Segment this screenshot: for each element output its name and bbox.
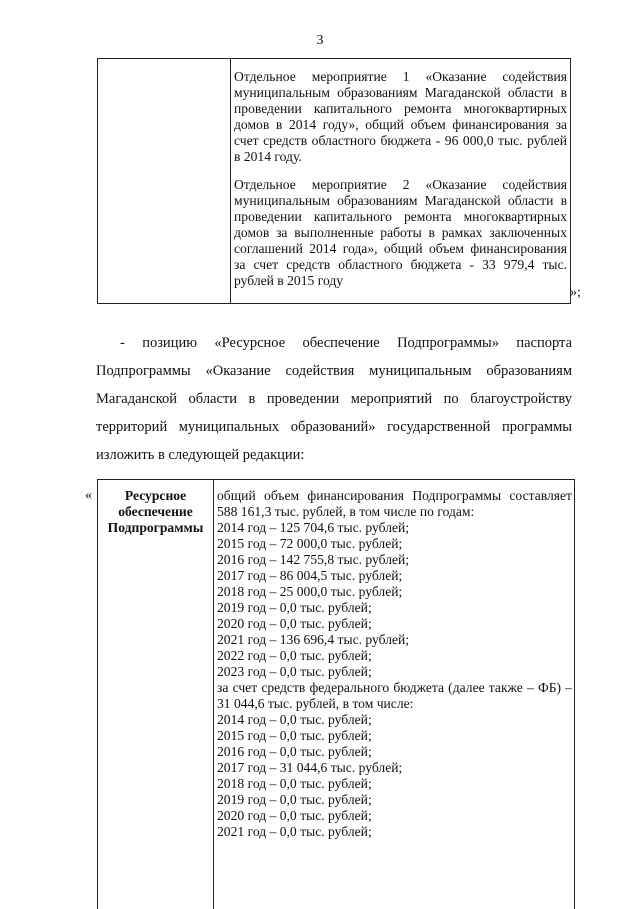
opening-quote-mark: «: [85, 488, 92, 503]
resource-table: [97, 479, 575, 909]
resource-details: [217, 488, 572, 840]
top-table-right-cell: [234, 69, 567, 289]
list-item: 2019 год – 0,0 тыс. рублей;: [217, 792, 372, 807]
resource-label: Ресурсное обеспечение Подпрограммы: [107, 488, 204, 535]
federal-intro: за счет средств федерального бюджета (далее также – ФБ) – 31 044,6 тыс. рублей, в том числе:: [217, 680, 572, 711]
activity-2-text: Отдельное мероприятие 2 «Оказание содействия муниципальным образованиям Магаданской области в проведении капитального ремонта многоквартирных домов за выполненные работы в рамках заключенных соглашений 2014 года», общий объем финансирования за счет средств областного бюджета - 33 979,4 тыс. рублей в 2015 году: [234, 177, 567, 288]
list-item: 2023 год – 0,0 тыс. рублей;: [217, 664, 372, 679]
column-divider: [213, 480, 214, 909]
yearly-total-list: [217, 520, 572, 680]
top-table: [97, 58, 571, 304]
list-item: 2019 год – 0,0 тыс. рублей;: [217, 600, 372, 615]
list-item: 2016 год – 0,0 тыс. рублей;: [217, 744, 372, 759]
list-item: 2015 год – 72 000,0 тыс. рублей;: [217, 536, 403, 551]
column-divider: [230, 59, 231, 303]
page-number: 3: [316, 33, 324, 48]
closing-quote-mark: »;: [570, 285, 581, 300]
list-item: 2021 год – 136 696,4 тыс. рублей;: [217, 632, 410, 647]
list-item: 2018 год – 0,0 тыс. рублей;: [217, 776, 372, 791]
list-item: 2017 год – 31 044,6 тыс. рублей;: [217, 760, 403, 775]
list-item: 2020 год – 0,0 тыс. рублей;: [217, 808, 372, 823]
yearly-federal-list: [217, 712, 572, 840]
list-item: 2022 год – 0,0 тыс. рублей;: [217, 648, 372, 663]
activity-1-text: Отдельное мероприятие 1 «Оказание содействия муниципальным образованиям Магаданской области в проведении капитального ремонта многоквартирных домов в 2014 году», общий объем финансирования за счет средств областного бюджета - 96 000,0 тыс. рублей в 2014 году.: [234, 69, 567, 164]
list-item: 2014 год – 0,0 тыс. рублей;: [217, 712, 372, 727]
list-item: 2017 год – 86 004,5 тыс. рублей;: [217, 568, 403, 583]
financing-intro: общий объем финансирования Подпрограммы составляет 588 161,3 тыс. рублей, в том числе по годам:: [217, 488, 572, 519]
list-item: 2020 год – 0,0 тыс. рублей;: [217, 616, 372, 631]
body-paragraph: - позицию «Ресурсное обеспечение Подпрограммы» паспорта Подпрограммы «Оказание содействия муниципальным образованиям Магаданской области в проведении мероприятий по благоустройству территорий муниципальных образований» государственной программы изложить в следующей редакции:: [96, 335, 572, 463]
list-item: 2014 год – 125 704,6 тыс. рублей;: [217, 520, 410, 535]
list-item: 2016 год – 142 755,8 тыс. рублей;: [217, 552, 410, 567]
list-item: 2015 год – 0,0 тыс. рублей;: [217, 728, 372, 743]
list-item: 2021 год – 0,0 тыс. рублей;: [217, 824, 372, 839]
list-item: 2018 год – 25 000,0 тыс. рублей;: [217, 584, 403, 599]
